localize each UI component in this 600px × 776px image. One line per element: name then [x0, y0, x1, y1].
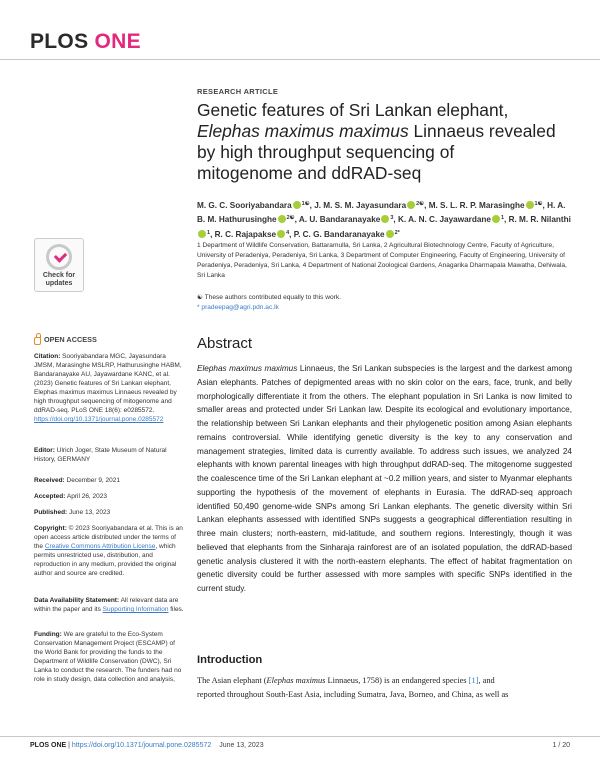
journal-logo	[30, 30, 141, 54]
intro-text-2: Linnaeus, 1758) is an endangered species	[325, 676, 469, 685]
intro-text-3: , and	[478, 676, 495, 685]
footer-doi-link[interactable]: https://doi.org/10.1371/journal.pone.0285572	[71, 742, 212, 749]
title-line-2-rest: Linnaeus revealed	[408, 121, 556, 141]
author-name[interactable]: J. M. S. M. Jayasundara	[314, 201, 407, 210]
reference-link-1[interactable]: [1]	[468, 676, 479, 685]
citation-text: Sooriyabandara MGC, Jayasundara JMSM, Marasinghe MSLRP, Hathurusinghe HABM, Bandaranayake AU, Jayawardane KANC, et al. (2023) Genetic features of Sri Lankan elephant, Elephas maximus maximus Linnaeus revealed by high throughput sequencing of mitogenome and ddRAD-seq. PLoS ONE 18(6): e0285572.	[34, 353, 182, 414]
copyright-label: Copyright:	[34, 525, 67, 532]
abstract-species: Elephas maximus maximus	[197, 364, 298, 373]
author-name[interactable]: M. S. L. R. P. Marasinghe	[428, 201, 525, 210]
author-name[interactable]: P. C. G. Bandaranayake	[293, 229, 385, 239]
accepted-block	[34, 492, 184, 501]
author-name[interactable]: M. G. C. Sooriyabandara	[197, 201, 292, 210]
title-line-1: Genetic features of Sri Lankan elephant,	[197, 100, 509, 120]
intro-line-2: reported throughout South-East Asia, including Sumatra, Java, Borneo, and China, as well as	[197, 690, 509, 699]
abstract-text	[197, 362, 572, 596]
author-list	[197, 198, 572, 241]
citation-label: Citation:	[34, 353, 61, 360]
funding-block	[34, 630, 184, 684]
accepted-text: April 26, 2023	[66, 493, 108, 500]
author-entry: H. A. B. M. Hathurusinghe $^{2☯}$,	[197, 201, 566, 225]
author-affiliation-marker: 2☯	[286, 215, 295, 222]
author-entry: K. A. N. C. Jayawardane $^1$,	[397, 215, 509, 225]
orcid-icon[interactable]	[381, 215, 389, 223]
author-entry: R. C. Rajapakse $^4$,	[214, 229, 294, 239]
author-affiliation-marker: 4	[286, 229, 290, 236]
supporting-information-link[interactable]: Supporting Information	[102, 606, 169, 613]
author-affiliation-marker: 1☯	[301, 201, 310, 207]
data-availability-label: Data Availability Statement:	[34, 597, 120, 604]
citation-doi-link[interactable]: https://doi.org/10.1371/journal.pone.0285572	[34, 416, 164, 423]
editor-block	[34, 446, 184, 464]
orcid-icon[interactable]	[277, 230, 285, 238]
published-block	[34, 508, 184, 517]
editor-label: Editor:	[34, 447, 55, 454]
badge-line2: updates	[45, 280, 73, 287]
orcid-icon[interactable]	[407, 201, 415, 209]
data-availability-text: All relevant data are within the paper and its	[34, 597, 179, 613]
equal-contribution-note: ☯ These authors contributed equally to this work.	[197, 294, 341, 301]
check-updates-icon	[46, 244, 72, 270]
author-name[interactable]: K. A. N. C. Jayawardane	[397, 215, 491, 225]
introduction-text	[197, 674, 572, 702]
copyright-text-1: © 2023 Sooriyabandara et al. This is an open access article distributed under the terms of the	[34, 525, 183, 550]
logo-one: ONE	[94, 30, 141, 53]
open-lock-icon	[34, 337, 41, 345]
check-for-updates-badge[interactable]	[34, 238, 84, 292]
received-label: Received:	[34, 477, 65, 484]
received-text: December 9, 2021	[66, 477, 121, 484]
logo-plos: PLOS	[30, 30, 89, 53]
title-species: Elephas maximus maximus	[197, 121, 409, 141]
orcid-icon[interactable]	[198, 230, 206, 238]
orcid-icon[interactable]	[386, 230, 394, 238]
orcid-icon[interactable]	[492, 215, 500, 223]
author-entry: M. S. L. R. P. Marasinghe $^{1☯}$,	[428, 201, 548, 210]
author-name[interactable]: H. A. B. M. Hathurusinghe	[197, 201, 566, 225]
copyright-text-2: , which permits unrestricted use, distribution, and reproduction in any medium, provided the original author and source are credited.	[34, 543, 177, 577]
open-access-label	[34, 335, 97, 344]
data-availability-block	[34, 596, 184, 614]
footer-date: June 13, 2023	[219, 742, 264, 749]
received-block	[34, 476, 184, 485]
author-affiliation-marker: 1	[500, 215, 504, 222]
copyright-block	[34, 524, 184, 578]
article-type: RESEARCH ARTICLE	[197, 87, 279, 96]
editor-text: Ulrich Joger, State Museum of Natural History, GERMANY	[34, 447, 167, 463]
page-footer	[30, 742, 570, 749]
author-name[interactable]: R. M. R. Nilanthi	[508, 215, 571, 225]
affiliations: 1 Department of Wildlife Conservation, Battaramulla, Sri Lanka, 2 Agricultural Biotechnology Centre, Faculty of Agriculture, University of Peradeniya, Peradeniya, Sri Lanka, 3 Department of Computer Engineering, Faculty of Engineering, University of Peradeniya, Peradeniya, Sri Lanka, 4 Department of National Zoological Gardens, Anagarika Dharmapala Mawatha, Dehiwala, Sri Lanka	[197, 242, 567, 279]
author-affiliation-marker: 2☯	[416, 201, 425, 207]
footer-journal: PLOS ONE	[30, 742, 67, 749]
footer-divider	[0, 736, 600, 737]
orcid-icon[interactable]	[278, 215, 286, 223]
author-entry: R. M. R. Nilanthi$^1$,	[197, 215, 571, 238]
intro-text-1: The Asian elephant (	[197, 676, 267, 685]
orcid-icon[interactable]	[526, 201, 534, 209]
intro-species: Elephas maximus	[266, 676, 326, 685]
author-name[interactable]: A. U. Bandaranayake	[298, 215, 381, 225]
page-number: 1 / 20	[552, 742, 570, 749]
title-line-2	[197, 121, 572, 142]
badge-line1: Check for	[42, 272, 76, 279]
cc-license-link[interactable]: Creative Commons Attribution License	[44, 543, 156, 550]
footer-left	[30, 742, 264, 749]
open-access-text: OPEN ACCESS	[44, 335, 97, 344]
article-title	[197, 100, 572, 184]
funding-text: We are grateful to the Eco-System Conservation Management Project (ESCAMP) of the World Bank for providing the funds to the Department of Wildlife Conservation (DWC), Sri Lanka to conduct the research. The funders had no role in study design, data collection and analysis,	[34, 631, 182, 683]
introduction-heading: Introduction	[197, 654, 263, 666]
accepted-label: Accepted:	[34, 493, 66, 500]
published-label: Published:	[34, 509, 68, 516]
author-entry	[294, 230, 400, 239]
author-affiliation-marker: 1☯	[534, 201, 543, 207]
funding-label: Funding:	[34, 631, 62, 638]
title-line-4: mitogenome and ddRAD-seq	[197, 163, 422, 183]
author-entry: J. M. S. M. Jayasundara $^{2☯}$,	[314, 201, 429, 210]
published-text: June 13, 2023	[69, 509, 111, 516]
author-name[interactable]: R. C. Rajapakse	[214, 229, 277, 239]
header-divider	[0, 59, 600, 60]
orcid-icon[interactable]	[293, 201, 301, 209]
abstract-heading: Abstract	[197, 335, 253, 352]
abstract-body: Linnaeus, the Sri Lankan subspecies is the largest and the darkest among Asian elephants. Patches of depigmented areas with no skin color on the ears, face, trunk, and belly morphologically differentiate it from the others. The elephant population in Sri Lanka is now limited to smaller areas and protected under Sri Lankan law. Despite its ecological and evolutionary importance, the relationship between Sri Lankan elephants and their phylogenetic position among Asian elephants remains controversial. While identifying genetic diversity is the key to any conservation and management strategies, limited data is currently available. To address such issues, we analyzed 24 elephants with known parental lineages with high throughput ddRAD-seq. The mitogenome suggested the coalescence time of the Sri Lankan elephant at ~0.2 million years, and sister to Myanmar elephants supporting the hypothesis of the movement of elephants in Eurasia. The ddRAD-seq approach identified 50,490 genome-wide SNPs among Sri Lankan elephants. The genetic diversity within Sri Lankan elephants assessed with identified SNPs suggests a geographical differentiation resulting in three main clusters; north-eastern, mid-latitude, and southern regions. Interestingly, though it was believed that elephants from the Sinharaja rainforest are of an isolated population, the ddRAD-based genetic analysis clustered it with the north-eastern elephants. The effect of habitat fragmentation on genetic diversity could be further assessed with more samples with specific SNPs identified in the current study.	[197, 364, 572, 593]
author-entry: M. G. C. Sooriyabandara $^{1☯}$,	[197, 201, 315, 210]
corresponding-email-link[interactable]: * pradeepag@agri.pdn.ac.lk	[197, 304, 279, 311]
title-line-3: by high throughput sequencing of	[197, 142, 455, 162]
citation-block	[34, 352, 184, 424]
intro-line-1	[197, 674, 572, 688]
data-availability-text-2: files.	[170, 606, 184, 613]
footer-separator: |	[68, 742, 70, 749]
author-affiliation-marker: 3	[390, 215, 394, 222]
author-affiliation-marker: 2*	[394, 229, 400, 236]
author-affiliation-marker: 1	[207, 229, 211, 236]
author-entry: A. U. Bandaranayake $^3$,	[298, 215, 398, 225]
